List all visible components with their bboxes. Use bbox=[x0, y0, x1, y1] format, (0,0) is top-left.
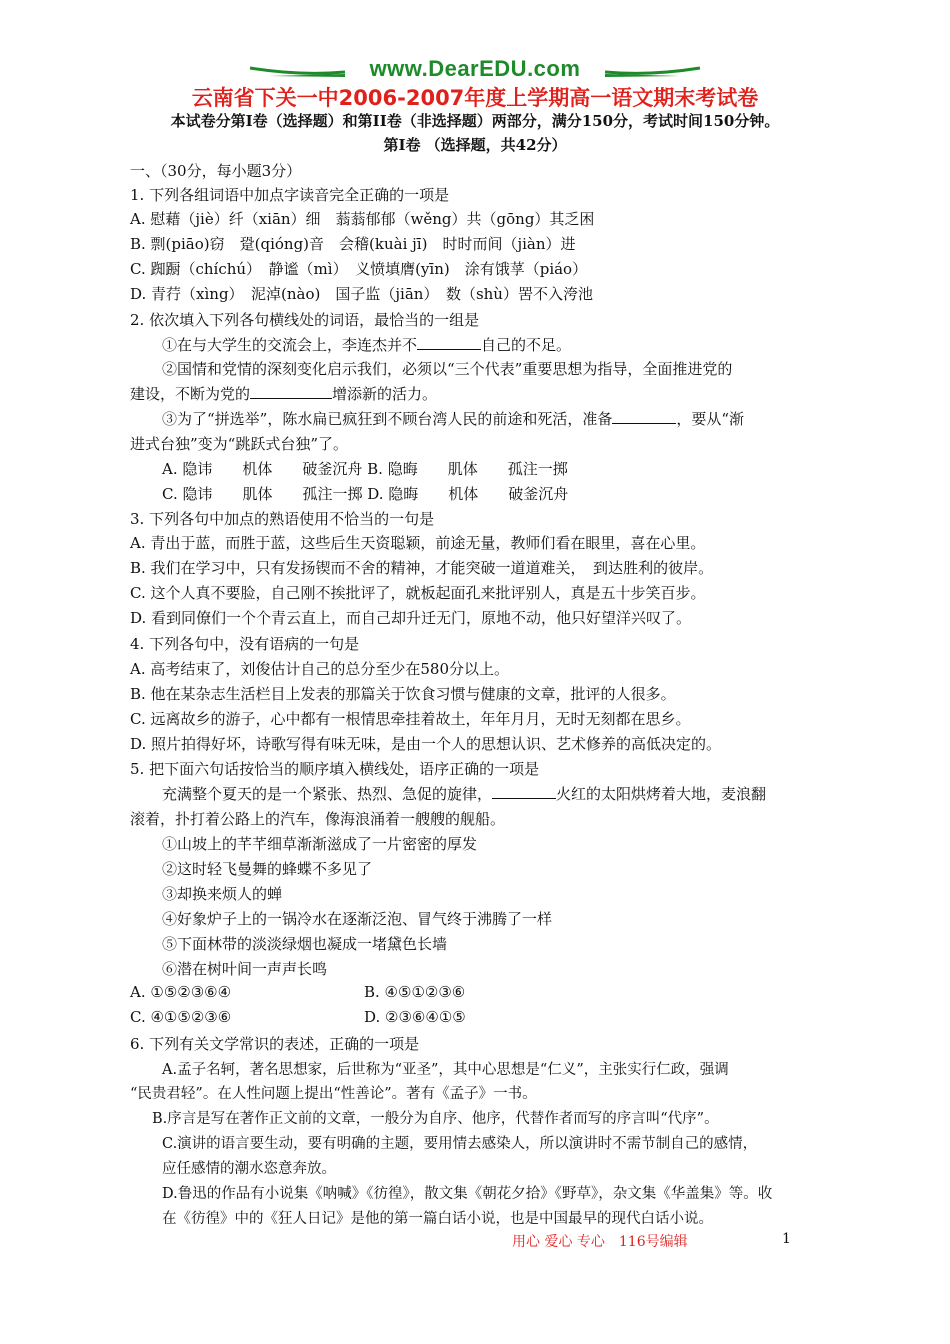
question-6-option-d-cont: 在《彷徨》中的《狂人日记》是他的第一篇白话小说，也是中国最早的现代白话小说。 bbox=[162, 1211, 713, 1227]
question-3-option-a: A. 青出于蓝，而胜于蓝，这些后生天资聪颖，前途无量，教师们看在眼里，喜在心里。 bbox=[130, 534, 706, 552]
question-5-stem: 5. 把下面六句话按恰当的顺序填入横线处，语序正确的一项是 bbox=[130, 760, 540, 778]
question-2-options-ab: A. 隐讳 机体 破釜沉舟 B. 隐晦 肌体 孤注一掷 bbox=[162, 460, 568, 478]
question-3-option-d: D. 看到同僚们一个个青云直上，而自己却升迁无门，原地不动，他只好望洋兴叹了。 bbox=[130, 609, 692, 627]
question-1-option-a: A. 慰藉（jiè）纤（xiān）细 蓊蓊郁郁（wěng）共（gōng）其乏困 bbox=[130, 210, 595, 228]
question-5-passage-2: 滚着，扑打着公路上的汽车，像海浪涌着一艘艘的舰船。 bbox=[130, 810, 506, 828]
question-4-option-d: D. 照片拍得好坏，诗歌写得有味无味，是由一个人的思想认识、艺术修养的高低决定的。 bbox=[130, 735, 722, 753]
question-3-option-b: B. 我们在学习中，只有发扬锲而不舍的精神，才能突破一道道难关， 到达胜利的彼岸。 bbox=[130, 559, 714, 577]
question-1-stem: 1. 下列各组词语中加点字读音完全正确的一项是 bbox=[130, 186, 450, 204]
fill-blank bbox=[250, 384, 332, 399]
sentence-text: 建设，不断为党的 bbox=[130, 385, 251, 403]
question-2-sentence-1 bbox=[162, 334, 862, 355]
question-4-option-a: A. 高考结束了，刘俊估计自己的总分至少在580分以上。 bbox=[130, 660, 510, 678]
question-5-sentence-5: ⑤下面林带的淡淡绿烟也凝成一堵黛色长墙 bbox=[162, 935, 448, 953]
question-2-stem: 2. 依次填入下列各句横线处的词语，最恰当的一组是 bbox=[130, 311, 480, 329]
question-5-sentence-6: ⑥潜在树叶间一声声长鸣 bbox=[162, 960, 328, 978]
question-2-sentence-2: ②国情和党情的深刻变化启示我们，必须以“三个代表”重要思想为指导，全面推进党的 bbox=[162, 360, 733, 378]
question-1-option-d: D. 青荇（xìng） 泥淖(nào) 国子监（jiān） 数（shù）罟不入洿池 bbox=[130, 285, 593, 303]
sentence-text: ，要从“渐 bbox=[676, 410, 745, 428]
exam-instructions: 本试卷分第Ⅰ卷（选择题）和第II卷（非选择题）两部分，满分150分，考试时间150分钟。 bbox=[170, 112, 780, 130]
question-6-option-a-cont: “民贵君轻”。在人性问题上提出“性善论”。著有《孟子》一书。 bbox=[130, 1086, 537, 1102]
question-2-sentence-3-cont: 进式台独”变为“跳跃式台独”了。 bbox=[130, 435, 349, 453]
sentence-text: ①在与大学生的交流会上，李连杰并不 bbox=[162, 336, 418, 354]
question-5-passage-1 bbox=[162, 783, 862, 804]
sentence-text: ③为了“拼选举”，陈水扁已疯狂到不顾台湾人民的前途和死活，准备 bbox=[162, 410, 613, 428]
site-logo-text: www.DearEDU.com bbox=[369, 56, 581, 81]
question-6-option-c: C.演讲的语言要生动，要有明确的主题，要用情去感染人，所以演讲时不需节制自己的感情， bbox=[162, 1136, 758, 1152]
fill-blank bbox=[417, 335, 481, 350]
question-5-sentence-4: ④好象炉子上的一锅冷水在逐渐泛泡、冒气终于沸腾了一样 bbox=[162, 910, 553, 928]
question-4-option-b: B. 他在某杂志生活栏目上发表的那篇关于饮食习惯与健康的文章，批评的人很多。 bbox=[130, 685, 676, 703]
page-number: 1 bbox=[782, 1231, 791, 1247]
question-4-stem: 4. 下列各句中，没有语病的一句是 bbox=[130, 635, 360, 653]
question-5-sentence-2: ②这时轻飞曼舞的蜂蝶不多见了 bbox=[162, 860, 373, 878]
question-5-option-b: B. ④⑤①②③⑥ bbox=[364, 983, 466, 1001]
question-5-option-c: C. ④①⑤②③⑥ bbox=[130, 1008, 232, 1026]
fill-blank bbox=[492, 784, 556, 799]
question-5-sentence-3: ③却换来烦人的蝉 bbox=[162, 885, 283, 903]
question-6-stem: 6. 下列有关文学常识的表述，正确的一项是 bbox=[130, 1035, 420, 1053]
question-3-stem: 3. 下列各句中加点的熟语使用不恰当的一句是 bbox=[130, 510, 435, 528]
question-6-option-d: D.鲁迅的作品有小说集《呐喊》《彷徨》，散文集《朝花夕拾》《野草》，杂文集《华盖集》等。收 bbox=[162, 1186, 773, 1202]
sentence-text: 自己的不足。 bbox=[481, 336, 572, 354]
question-6-option-b: B.序言是写在著作正文前的文章，一般分为自序、他序，代替作者而写的序言叫“代序”。 bbox=[152, 1111, 719, 1127]
question-2-sentence-2-cont bbox=[130, 383, 830, 404]
question-6-option-a: A.孟子名轲，著名思想家，后世称为“亚圣”，其中心思想是“仁义”，主张实行仁政，强调 bbox=[162, 1062, 729, 1078]
section-heading: 第Ⅰ卷 （选择题，共42分） bbox=[383, 136, 567, 154]
question-3-option-c: C. 这个人真不要脸，自己刚不挨批评了，就板起面孔来批评别人，真是五十步笑百步。 bbox=[130, 584, 706, 602]
question-5-option-a: A. ①⑤②③⑥④ bbox=[130, 983, 232, 1001]
question-2-sentence-3 bbox=[162, 408, 862, 429]
passage-text: 充满整个夏天的是一个紧张、热烈、急促的旋律， bbox=[162, 785, 493, 803]
question-4-option-c: C. 远离故乡的游子，心中都有一根情思牵挂着故土，年年月月，无时无刻都在思乡。 bbox=[130, 710, 691, 728]
sentence-text: 增添新的活力。 bbox=[332, 385, 438, 403]
question-6-option-c-cont: 应任感情的潮水恣意奔放。 bbox=[162, 1161, 336, 1177]
question-5-option-d: D. ②③⑥④①⑤ bbox=[364, 1008, 466, 1026]
fill-blank bbox=[612, 409, 676, 424]
question-5-sentence-1: ①山坡上的芊芊细草渐渐滋成了一片密密的厚发 bbox=[162, 835, 478, 853]
passage-text: 火红的太阳烘烤着大地，麦浪翻 bbox=[556, 785, 767, 803]
question-1-option-c: C. 踟蹰（chíchú） 静谧（mì） 义愤填膺(yīn) 涂有饿莩（piáo） bbox=[130, 260, 588, 278]
question-1-option-b: B. 剽(piāo)窃 跫(qióng)音 会稽(kuài jī) 时时而间（jiàn）进 bbox=[130, 235, 576, 253]
exam-title: 云南省下关一中2006-2007年度上学期高一语文期末考试卷 bbox=[191, 86, 759, 110]
part-heading: 一、（30分，每小题3分） bbox=[130, 162, 302, 180]
footer-note: 用心 爱心 专心 116号编辑 bbox=[512, 1234, 688, 1250]
question-2-options-cd: C. 隐讳 肌体 孤注一掷 D. 隐晦 机体 破釜沉舟 bbox=[162, 485, 569, 503]
